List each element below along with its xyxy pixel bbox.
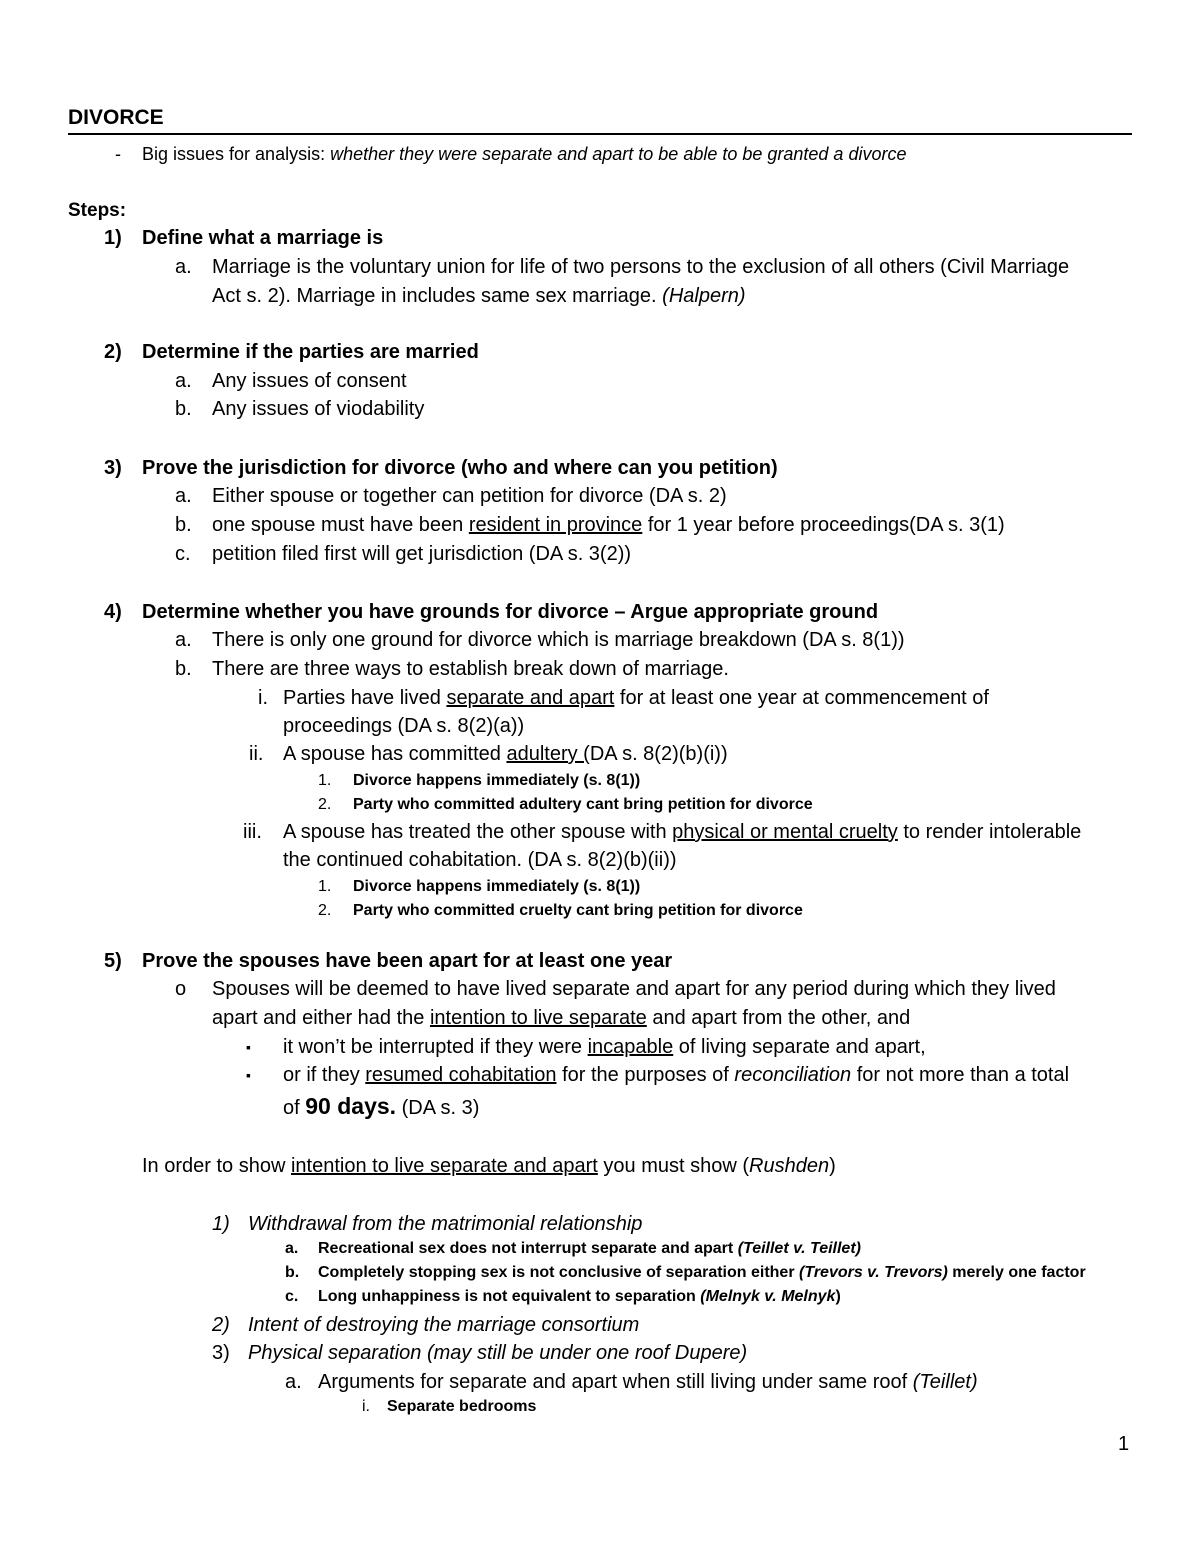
step-1-a-cont-wrap xyxy=(212,284,746,308)
step-3-b-underline: resident in province xyxy=(468,514,643,536)
intro-label: Big issues for analysis: xyxy=(142,144,326,164)
step-4-b-i-text2: for at least one year at commencement of xyxy=(619,687,989,709)
factor-2-num: 2) xyxy=(212,1314,230,1336)
step-3-a-mark: a. xyxy=(175,485,192,507)
step-3-b-text2: for 1 year before proceedings(DA s. 3(1) xyxy=(647,514,1005,536)
step-4-b-ii-2-text: Party who committed adultery cant bring petition for divorce xyxy=(353,796,813,813)
factor-3-a-mark: a. xyxy=(285,1371,302,1393)
step-3-a-text: Either spouse or together can petition for divorce (DA s. 2) xyxy=(212,485,727,507)
intent-case: Rushden xyxy=(749,1155,830,1177)
factor-1-b-text: Completely stopping sex is not conclusive of separation either xyxy=(318,1264,795,1281)
intent-underline: intention to live separate and apart xyxy=(290,1155,598,1177)
step-5-point-1-underline: incapable xyxy=(587,1036,674,1058)
step-3-c-mark: c. xyxy=(175,543,191,565)
step-3-head: Prove the jurisdiction for divorce (who and where can you petition) xyxy=(142,457,778,479)
page-title: DIVORCE xyxy=(68,106,164,129)
step-3-num: 3) xyxy=(104,457,122,479)
step-4-b-iii-text3: the continued cohabitation. (DA s. 8(2)(b)(ii)) xyxy=(283,849,677,871)
factor-1-a-text: Recreational sex does not interrupt separate and apart xyxy=(318,1240,734,1257)
factor-2-text: Intent of destroying the marriage consortium xyxy=(248,1314,640,1336)
intro-text: whether they were separate and apart to be able to be granted a divorce xyxy=(330,144,907,164)
step-2-a-mark: a. xyxy=(175,370,192,392)
step-5-point-2-text3: for not more than a total xyxy=(856,1064,1070,1086)
step-4-a-text: There is only one ground for divorce which is marriage breakdown (DA s. 8(1)) xyxy=(212,629,905,651)
step-5-point-1-wrap xyxy=(283,1035,926,1059)
step-5-o-underline: intention to live separate xyxy=(429,1007,647,1029)
step-4-b-iii-2-mark: 2. xyxy=(318,902,332,919)
step-5-point-1-text2: of living separate and apart, xyxy=(678,1036,926,1058)
intent-text3: ) xyxy=(829,1155,836,1177)
factor-3-a-i-text: Separate bedrooms xyxy=(387,1398,537,1415)
step-4-b-ii-wrap xyxy=(283,742,728,766)
factor-3-a-i-mark: i. xyxy=(362,1398,370,1415)
step-5-o-text2b: and apart from the other, and xyxy=(652,1007,911,1029)
step-3-c-text: petition filed first will get jurisdiction (DA s. 3(2)) xyxy=(212,543,632,565)
factor-1-c-mark: c. xyxy=(285,1288,299,1305)
step-2-a-text: Any issues of consent xyxy=(212,370,407,392)
step-4-b-iii-mark: iii. xyxy=(243,821,262,843)
step-4-b-ii-text2: DA s. 8(2)(b)(i)) xyxy=(589,743,728,765)
step-4-b-mark: b. xyxy=(175,658,192,680)
intent-text1: In order to show xyxy=(142,1155,286,1177)
factor-1-a-mark: a. xyxy=(285,1240,299,1257)
step-4-b-ii-text1: A spouse has committed xyxy=(283,743,501,765)
step-4-b-ii-1-text: Divorce happens immediately (s. 8(1)) xyxy=(353,772,641,789)
title-rule xyxy=(68,133,1132,135)
step-2-b-mark: b. xyxy=(175,398,192,420)
step-4-b-iii-wrap xyxy=(283,820,1081,844)
step-5-ninety-days: 90 days. xyxy=(305,1093,397,1119)
step-4-num: 4) xyxy=(104,601,122,623)
intent-wrap xyxy=(142,1154,836,1178)
intent-text2: you must show ( xyxy=(603,1155,750,1177)
factor-3-a-wrap xyxy=(318,1370,978,1394)
factor-3-text: Physical separation (may still be under one roof Dupere) xyxy=(248,1342,748,1364)
step-5-point-2-underline: resumed cohabitation xyxy=(365,1064,557,1086)
factor-1-b-wrap xyxy=(318,1263,1086,1283)
step-3-b-wrap xyxy=(212,513,1005,537)
step-1-a-cont-text: Act s. 2). Marriage in includes same sex marriage. xyxy=(212,285,657,307)
step-2-b-text: Any issues of viodability xyxy=(212,398,425,420)
step-4-b-i-text3: proceedings (DA s. 8(2)(a)) xyxy=(283,715,525,737)
step-5-head: Prove the spouses have been apart for at least one year xyxy=(142,950,673,972)
step-5-o-cont-wrap xyxy=(212,1006,910,1030)
step-5-o-mark: o xyxy=(175,978,187,1000)
factor-1-c-case: (Melnyk v. Melnyk xyxy=(700,1288,836,1305)
step-4-b-i-underline: separate and apart xyxy=(446,687,615,709)
step-5-o-text1: Spouses will be deemed to have lived separate and apart for any period during which they lived xyxy=(212,978,1056,1000)
step-4-b-iii-text2: to render intolerable xyxy=(903,821,1082,843)
step-5-point-2-wrap xyxy=(283,1063,1069,1087)
step-2-num: 2) xyxy=(104,341,122,363)
step-3-b-text1: one spouse must have been xyxy=(212,514,464,536)
factor-3-a-text: Arguments for separate and apart when still living under same roof xyxy=(318,1371,908,1393)
step-5-point-2-text1: or if they xyxy=(283,1064,360,1086)
step-5-point-1-text1: it won’t be interrupted if they were xyxy=(283,1036,583,1058)
step-1-num: 1) xyxy=(104,227,122,249)
step-5-point-2-italic: reconciliation xyxy=(734,1064,852,1086)
step-4-b-iii-text1: A spouse has treated the other spouse with xyxy=(283,821,667,843)
factor-1-a-wrap xyxy=(318,1239,861,1259)
page-number: 1 xyxy=(1118,1433,1130,1455)
factor-1-b-mark: b. xyxy=(285,1264,300,1281)
factor-1-c-wrap xyxy=(318,1287,841,1307)
step-4-b-iii-underline: physical or mental cruelty xyxy=(672,821,898,843)
step-5-num: 5) xyxy=(104,950,122,972)
factor-3-num: 3) xyxy=(212,1342,230,1364)
step-4-b-ii-2-mark: 2. xyxy=(318,796,332,813)
step-4-b-text: There are three ways to establish break down of marriage. xyxy=(212,658,729,680)
step-5-point-2-text2: for the purposes of xyxy=(562,1064,729,1086)
step-5-point-2-bullet: ▪ xyxy=(246,1067,251,1083)
factor-1-b-text2: merely one factor xyxy=(952,1264,1086,1281)
step-4-a-mark: a. xyxy=(175,629,192,651)
step-5-o-text2a: apart and either had the xyxy=(212,1007,425,1029)
step-1-a-mark: a. xyxy=(175,256,192,278)
factor-1-b-case: (Trevors v. Trevors) xyxy=(799,1264,948,1281)
step-5-point-2-cont-wrap xyxy=(283,1094,479,1120)
factor-1-c-text: Long unhappiness is not equivalent to separation xyxy=(318,1288,696,1305)
step-4-b-i-mark: i. xyxy=(258,687,268,709)
steps-label: Steps: xyxy=(68,200,127,221)
factor-1-text: Withdrawal from the matrimonial relationship xyxy=(248,1213,643,1235)
step-2-head: Determine if the parties are married xyxy=(142,341,479,363)
step-5-point-2-text5: (DA s. 3) xyxy=(401,1097,480,1119)
step-1-a-text: Marriage is the voluntary union for life of two persons to the exclusion of all others (Civil Marriage xyxy=(212,256,1070,278)
step-4-b-ii-underline: adultery ( xyxy=(506,743,590,765)
step-4-b-i-wrap xyxy=(283,686,989,710)
factor-3-a-case: (Teillet) xyxy=(912,1371,978,1393)
intro-text-wrap xyxy=(142,142,906,166)
step-4-b-ii-1-mark: 1. xyxy=(318,772,332,789)
step-4-b-iii-1-mark: 1. xyxy=(318,878,332,895)
step-5-point-1-bullet: ▪ xyxy=(246,1039,251,1055)
step-1-head: Define what a marriage is xyxy=(142,227,384,249)
factor-1-c-text2: ) xyxy=(835,1288,841,1305)
step-4-head: Determine whether you have grounds for divorce – Argue appropriate ground xyxy=(142,601,879,623)
step-4-b-ii-mark: ii. xyxy=(249,743,264,765)
step-4-b-i-text1: Parties have lived xyxy=(283,687,441,709)
step-3-b-mark: b. xyxy=(175,514,192,536)
step-4-b-iii-1-text: Divorce happens immediately (s. 8(1)) xyxy=(353,878,641,895)
step-4-b-iii-2-text: Party who committed cruelty cant bring petition for divorce xyxy=(353,902,803,919)
step-1-a-case: (Halpern) xyxy=(662,285,746,307)
step-5-point-2-text4: of xyxy=(283,1097,300,1119)
intro-dash: - xyxy=(115,144,121,164)
factor-1-num: 1) xyxy=(212,1213,230,1235)
factor-1-a-case: (Teillet v. Teillet) xyxy=(737,1240,861,1257)
